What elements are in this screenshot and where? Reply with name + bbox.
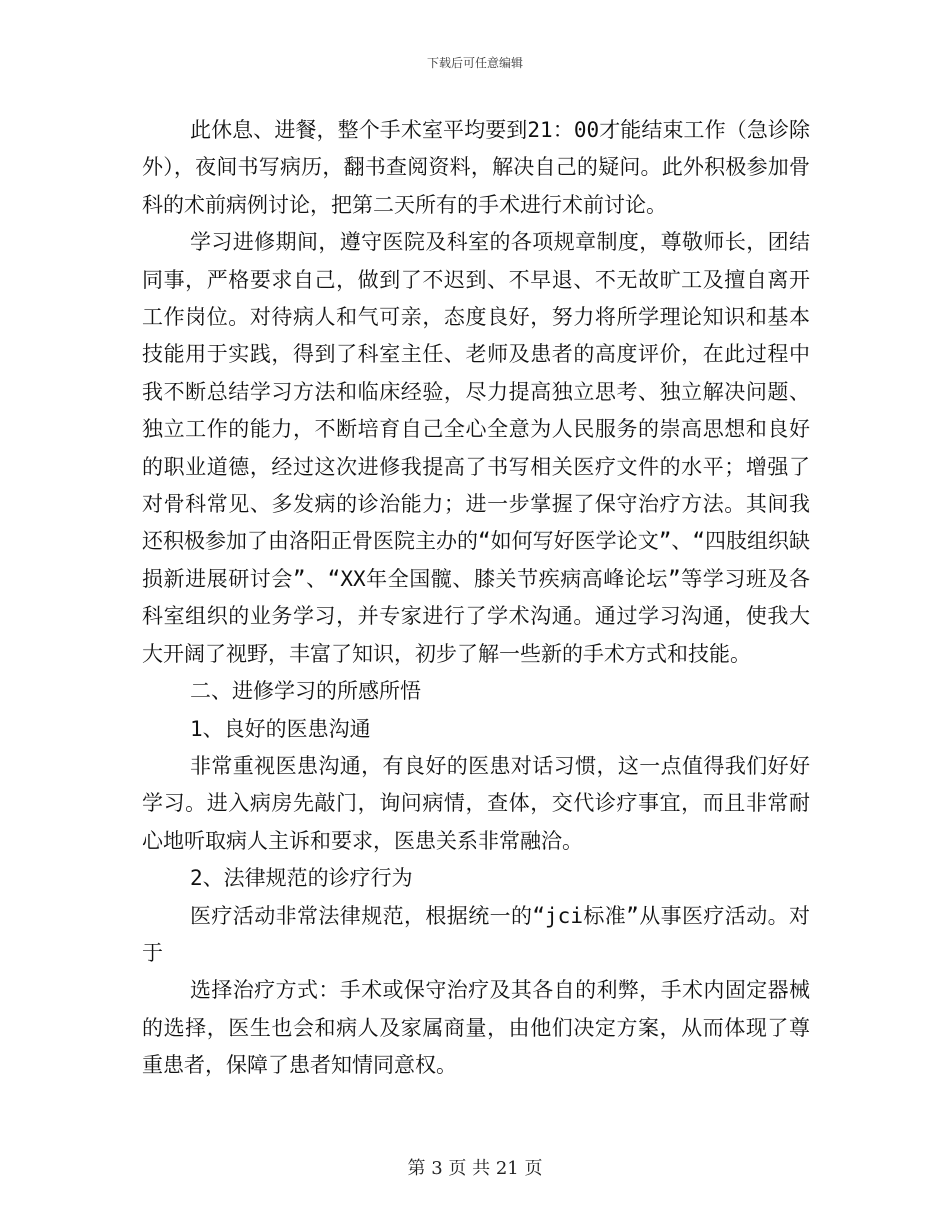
page-header-note: 下载后可任意编辑 [426,56,523,70]
paragraph: 学习进修期间，遵守医院及科室的各项规章制度，尊敬师长，团结同事，严格要求自己，做到了不迟到、不早退、不无故旷工及擅自离开工作岗位。对待病人和气可亲，态度良好，努力将所学理论知识和基本技能用于实践，得到了科室主任、老师及患者的高度评价，在此过程中我不断总结学习方法和临床经验，尽力提高独立思考、独立解决问题、独立工作的能力，不断培育自己全心全意为人民服务的崇高思想和良好的职业道德，经过这次进修我提高了书写相关医疗文件的水平；增强了对骨科常见、多发病的诊治能力；进一步掌握了保守治疗方法。其间我还积极参加了由洛阳正骨医院主办的“如何写好医学论文”、“四肢组织缺损新进展研讨会”、“XX年全国髋、膝关节疾病高峰论坛”等学习班及各科室组织的业务学习，并专家进行了学术沟通。通过学习沟通，使我大大开阔了视野，丰富了知识，初步了解一些新的手术方式和技能。 [142,230,810,666]
section-heading: 二、进修学习的所感所悟 [190,679,421,704]
paragraph: 非常重视医患沟通，有良好的医患对话习惯，这一点值得我们好好学习。进入病房先敲门，询问病情，查体，交代诊疗事宜，而且非常耐心地听取病人主诉和要求，医患关系非常融洽。 [142,753,810,853]
paragraph: 选择治疗方式：手术或保守治疗及其各自的利弊，手术内固定器械的选择，医生也会和病人及家属商量，由他们决定方案，从而体现了尊重患者，保障了患者知情同意权。 [142,978,810,1078]
document-body [142,112,810,1085]
page-number: 第 3 页 共 21 页 [407,1158,543,1179]
paragraph: 医疗活动非常法律规范，根据统一的“jci标准”从事医疗活动。对于 [142,903,810,965]
paragraph: 此休息、进餐，整个手术室平均要到21：00才能结束工作（急诊除外），夜间书写病历，翻书查阅资料，解决自己的疑问。此外积极参加骨科的术前病例讨论，把第二天所有的手术进行术前讨论。 [142,118,810,217]
subsection-heading: 2、法律规范的诊疗行为 [190,866,413,891]
subsection-heading: 1、良好的医患沟通 [190,716,371,741]
